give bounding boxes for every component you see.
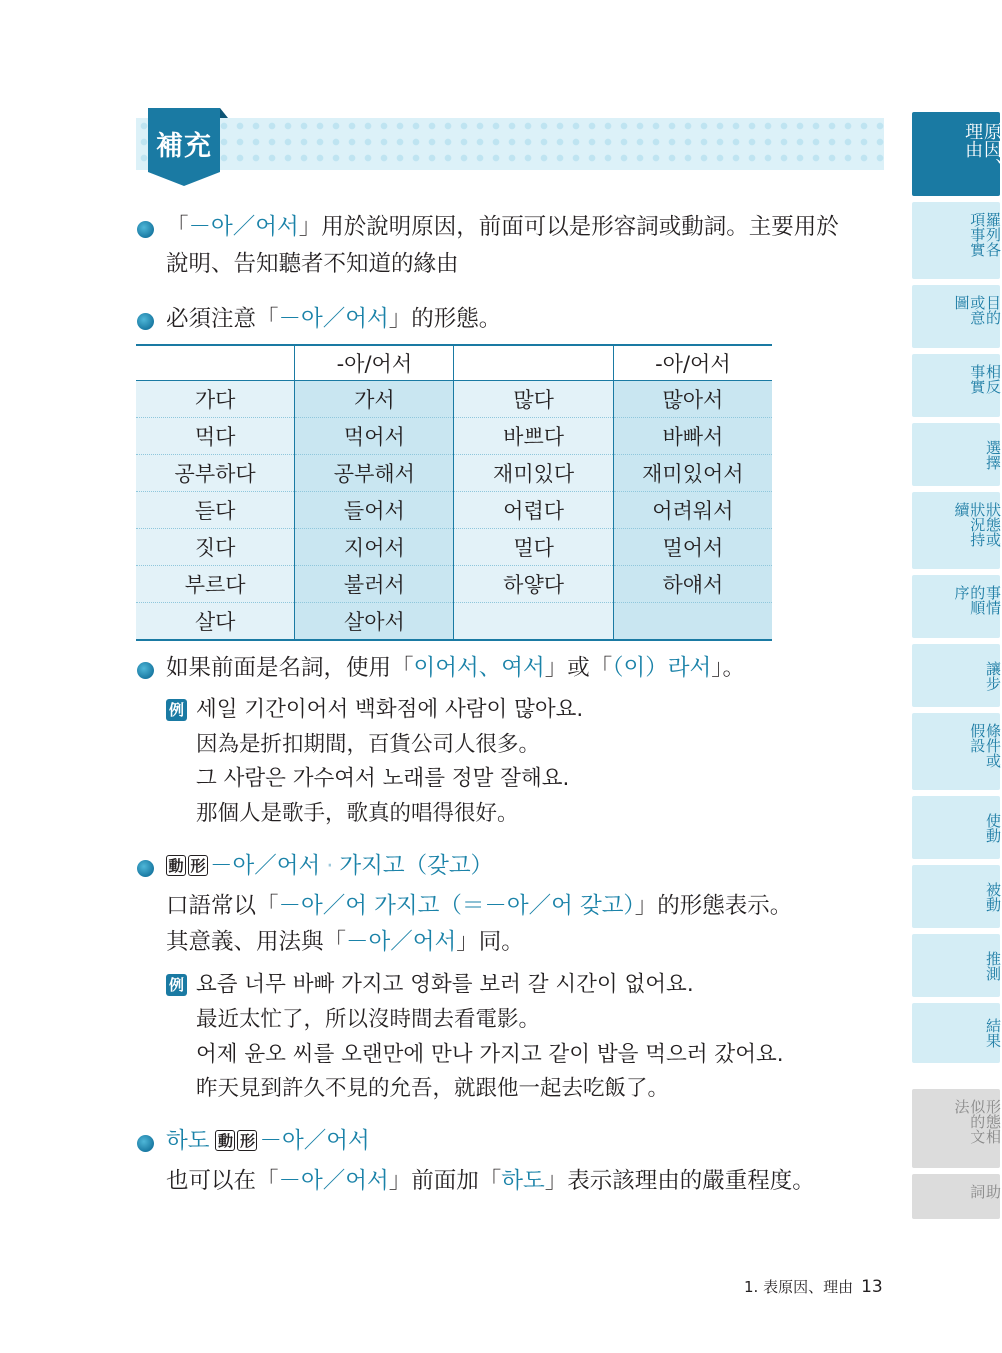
- paragraph-3: [166, 655, 745, 682]
- table-row: [136, 603, 772, 641]
- table-cell: 하얘서: [613, 566, 772, 603]
- table-cell: [454, 603, 613, 641]
- side-tab-particles[interactable]: [912, 1174, 1000, 1219]
- side-tab-guess[interactable]: [912, 934, 1000, 997]
- example-translation: 最近太忙了，所以沒時間去看電影。: [196, 1007, 541, 1032]
- verb-box-icon: 動: [215, 1130, 235, 1151]
- paragraph-4-line-1: [166, 893, 792, 920]
- side-tab-label: 結果: [984, 1018, 1002, 1048]
- table-cell: 먹다: [136, 418, 295, 455]
- side-tab-passive[interactable]: [912, 865, 1000, 928]
- table-row: [136, 529, 772, 566]
- grammar-word: 하도: [501, 1168, 545, 1194]
- side-tab-state[interactable]: [912, 492, 1000, 569]
- text: 「: [166, 214, 189, 240]
- adjective-box-icon: 形: [188, 855, 208, 876]
- grammar-pattern: －아／어서: [278, 306, 389, 332]
- side-tab-label: 條件或假設: [968, 723, 1002, 768]
- table-header-cell: -아/어서: [295, 345, 454, 381]
- adjective-box-icon: 形: [237, 1130, 257, 1151]
- header-tag-fold: [220, 108, 228, 118]
- example-korean: 어제 윤오 씨를 오랜만에 만나 가지고 같이 밥을 먹으러 갔어요.: [196, 1042, 784, 1067]
- text: 」的形態。: [388, 306, 502, 332]
- grammar-pattern: －아／어서: [210, 853, 321, 879]
- table-cell: 먹어서: [295, 418, 454, 455]
- text: 口語常以「: [166, 893, 279, 919]
- table-cell: 재미있어서: [613, 455, 772, 492]
- side-tab-label: 選擇: [984, 439, 1002, 470]
- separator-dot: ·: [326, 853, 334, 879]
- bullet-icon: [137, 313, 154, 330]
- grammar-pattern: －아／어서: [278, 1168, 389, 1194]
- side-tab-causative[interactable]: [912, 796, 1000, 859]
- side-tab-label: 相反事實: [968, 364, 1002, 394]
- page-number: 13: [861, 1277, 883, 1297]
- section-4-title: [166, 853, 493, 880]
- table-header-row: [136, 345, 772, 381]
- grammar-word: 하도: [166, 1128, 210, 1154]
- section-title: 補充: [156, 131, 212, 162]
- table-cell: 재미있다: [454, 455, 613, 492]
- example-korean: 요즘 너무 바빠 가지고 영화를 보러 갈 시간이 없어요.: [196, 972, 694, 997]
- side-tab-label: 羅列各項事實: [968, 212, 1002, 257]
- table-cell: 지어서: [295, 529, 454, 566]
- table-cell: 어려워서: [613, 492, 772, 529]
- side-tab-opposite[interactable]: [912, 354, 1000, 417]
- grammar-pattern: －아／어서: [188, 214, 299, 240]
- example-translation: 昨天見到許久不見的允吾，就跟他一起去吃飯了。: [196, 1076, 670, 1101]
- section-5-title: [166, 1128, 370, 1155]
- text: 必須注意「: [166, 306, 279, 332]
- text: 如果前面是名詞，使用「: [166, 655, 414, 681]
- example-badge: 例: [166, 699, 187, 721]
- bullet-icon: [137, 1135, 154, 1152]
- table-cell: 부르다: [136, 566, 295, 603]
- page-footer: [744, 1276, 883, 1297]
- table-cell: 바쁘다: [454, 418, 613, 455]
- table-cell: 하얗다: [454, 566, 613, 603]
- verb-box-icon: 動: [166, 855, 186, 876]
- side-tab-sequence[interactable]: [912, 575, 1000, 638]
- table-cell: 바빠서: [613, 418, 772, 455]
- text: 」的形態表示。: [634, 893, 793, 919]
- table-cell: 듣다: [136, 492, 295, 529]
- side-tab-listing[interactable]: [912, 202, 1000, 279]
- text: 」用於說明原因，前面可以是形容詞或動詞。主要用於: [298, 214, 839, 240]
- table-cell: 들어서: [295, 492, 454, 529]
- text: 」。: [711, 655, 745, 681]
- table-cell: 어렵다: [454, 492, 613, 529]
- text: 也可以在「: [166, 1168, 279, 1194]
- table-row: [136, 455, 772, 492]
- header-band: [136, 118, 884, 170]
- table-cell: 가다: [136, 381, 295, 418]
- paragraph-2: [166, 306, 501, 333]
- grammar-pattern: 이어서、여서: [413, 655, 545, 681]
- grammar-pattern: －아／어서: [346, 929, 457, 955]
- table-cell: 공부해서: [295, 455, 454, 492]
- grammar-pattern: －아／어 가지고（＝－아／어 갖고）: [278, 893, 635, 919]
- table-cell: 불러서: [295, 566, 454, 603]
- side-tab-similar-grammar[interactable]: [912, 1089, 1000, 1168]
- paragraph-1-line-1: [166, 214, 839, 241]
- side-tab-purpose[interactable]: [912, 285, 1000, 348]
- table-cell: [613, 603, 772, 641]
- grammar-pattern: －아／어서: [259, 1128, 370, 1154]
- table-cell: 공부하다: [136, 455, 295, 492]
- paragraph-1-line-2: 說明、告知聽者不知道的緣由: [166, 251, 459, 277]
- bullet-icon: [137, 221, 154, 238]
- side-tab-label: 事情的順序: [952, 585, 1002, 615]
- side-tab-label: 形態相似的文法: [952, 1099, 1002, 1144]
- side-tab-result[interactable]: [912, 1003, 1000, 1063]
- side-tab-label: 原因、理由: [962, 122, 1002, 176]
- bullet-icon: [137, 662, 154, 679]
- text: 」前面加「: [388, 1168, 502, 1194]
- side-tab-label: 助詞: [968, 1184, 1002, 1199]
- text: 」表示該理由的嚴重程度。: [544, 1168, 815, 1194]
- side-tab-label: 使動: [984, 812, 1002, 843]
- example-korean: 그 사람은 가수여서 노래를 정말 잘해요.: [196, 766, 570, 791]
- side-tab-label: 狀態或狀況持續: [952, 502, 1002, 547]
- text: 」同。: [456, 929, 524, 955]
- side-tab-label: 推測: [984, 950, 1002, 981]
- side-tab-concession[interactable]: [912, 644, 1000, 707]
- text: 其意義、用法與「: [166, 929, 347, 955]
- table-row: [136, 418, 772, 455]
- table-header-cell: [454, 345, 613, 381]
- table-header-cell: -아/어서: [613, 345, 772, 381]
- side-tab-label: 讓步: [984, 660, 1002, 691]
- table-cell: 살아서: [295, 603, 454, 641]
- example-translation: 那個人是歌手，歌真的唱得很好。: [196, 801, 519, 826]
- table-cell: 가서: [295, 381, 454, 418]
- conjugation-table: [136, 344, 772, 641]
- example-translation: 因為是折扣期間，百貨公司人很多。: [196, 732, 541, 757]
- grammar-pattern: 가지고（갖고）: [339, 853, 494, 879]
- side-tab-choice[interactable]: [912, 423, 1000, 486]
- table-header-cell: [136, 345, 295, 381]
- chapter-title: 1. 表原因、理由: [744, 1278, 854, 1296]
- paragraph-4-line-2: [166, 929, 524, 956]
- side-tab-cause-reason[interactable]: [912, 112, 1000, 196]
- text: 」或「: [544, 655, 613, 681]
- side-tab-condition[interactable]: [912, 713, 1000, 790]
- paragraph-5: [166, 1168, 815, 1195]
- table-cell: 멀어서: [613, 529, 772, 566]
- grammar-pattern: （이）라서: [612, 655, 712, 681]
- example-badge: 例: [166, 974, 187, 996]
- table-cell: 많아서: [613, 381, 772, 418]
- table-cell: 살다: [136, 603, 295, 641]
- table-cell: 많다: [454, 381, 613, 418]
- table-row: [136, 492, 772, 529]
- table-cell: 멀다: [454, 529, 613, 566]
- side-tab-label: 目的或意圖: [952, 295, 1002, 325]
- table-cell: 짓다: [136, 529, 295, 566]
- bullet-icon: [137, 860, 154, 877]
- table-row: [136, 381, 772, 418]
- side-tab-label: 被動: [984, 881, 1002, 912]
- table-row: [136, 566, 772, 603]
- example-korean: 세일 기간이어서 백화점에 사람이 많아요.: [196, 697, 584, 722]
